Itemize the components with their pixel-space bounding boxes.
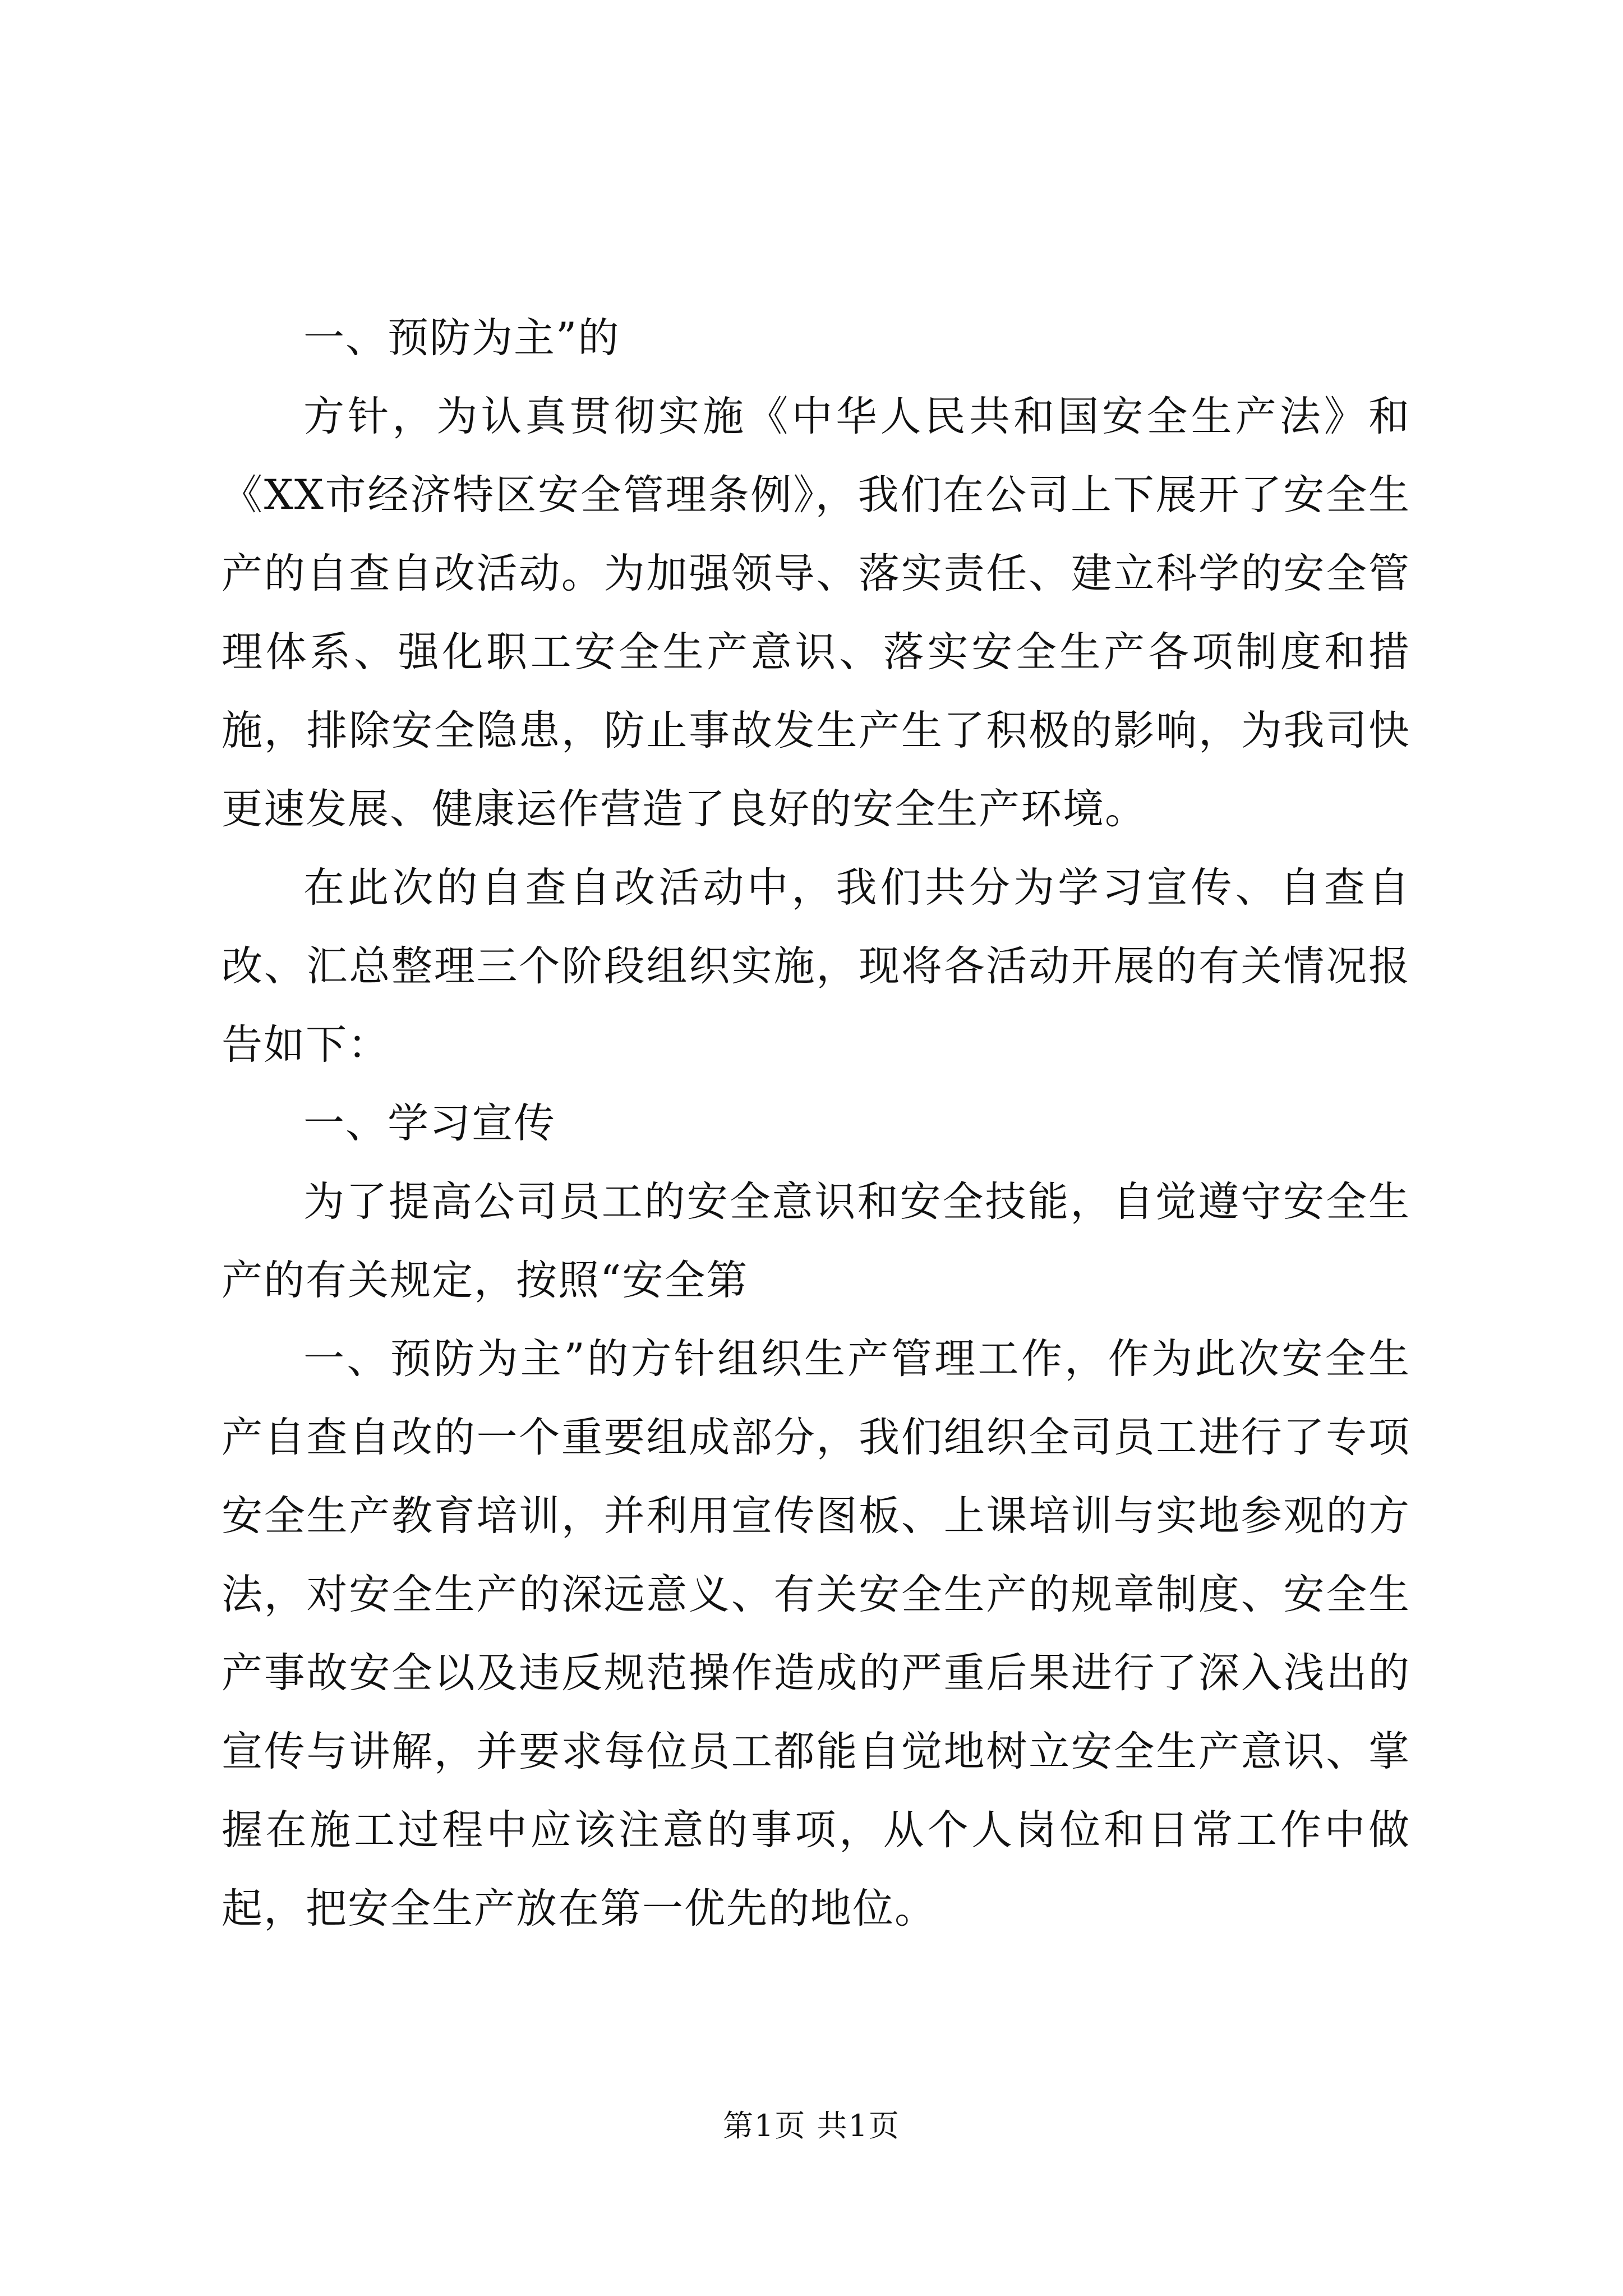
document-body (222, 299, 1410, 1948)
paragraph: 一、预防为主”的方针组织生产管理工作，作为此次安全生产自查自改的一个重要组成部分，我们组织全司员工进行了专项安全生产教育培训，并利用宣传图板、上课培训与实地参观的方法，对安全生产的深远意义、有关安全生产的规章制度、安全生产事故安全以及违反规范操作造成的严重后果进行了深入浅出的宣传与讲解，并要求每位员工都能自觉地树立安全生产意识、掌握在施工过程中应该注意的事项，从个人岗位和日常工作中做起，把安全生产放在第一优先的地位。 (222, 1335, 1410, 1932)
paragraph: 方针，为认真贯彻实施《中华人民共和国安全生产法》和《XX市经济特区安全管理条例》，我们在公司上下展开了安全生产的自查自改活动。为加强领导、落实责任、建立科学的安全管理体系、强化职工安全生产意识、落实安全生产各项制度和措施，排除安全隐患，防止事故发生产生了积极的影响，为我司快更速发展、健康运作营造了良好的安全生产环境。 (222, 393, 1410, 833)
paragraph: 一、预防为主”的 (303, 314, 620, 362)
paragraph: 在此次的自查自改活动中，我们共分为学习宣传、自查自改、汇总整理三个阶段组织实施，现将各活动开展的有关情况报告如下： (222, 864, 1410, 1069)
page-number: 第1页 共1页 (723, 2108, 900, 2143)
page-footer (0, 2106, 1623, 2146)
section-heading: 一、学习宣传 (303, 1099, 556, 1147)
paragraph: 为了提高公司员工的安全意识和安全技能，自觉遵守安全生产的有关规定，按照“安全第 (222, 1178, 1410, 1304)
